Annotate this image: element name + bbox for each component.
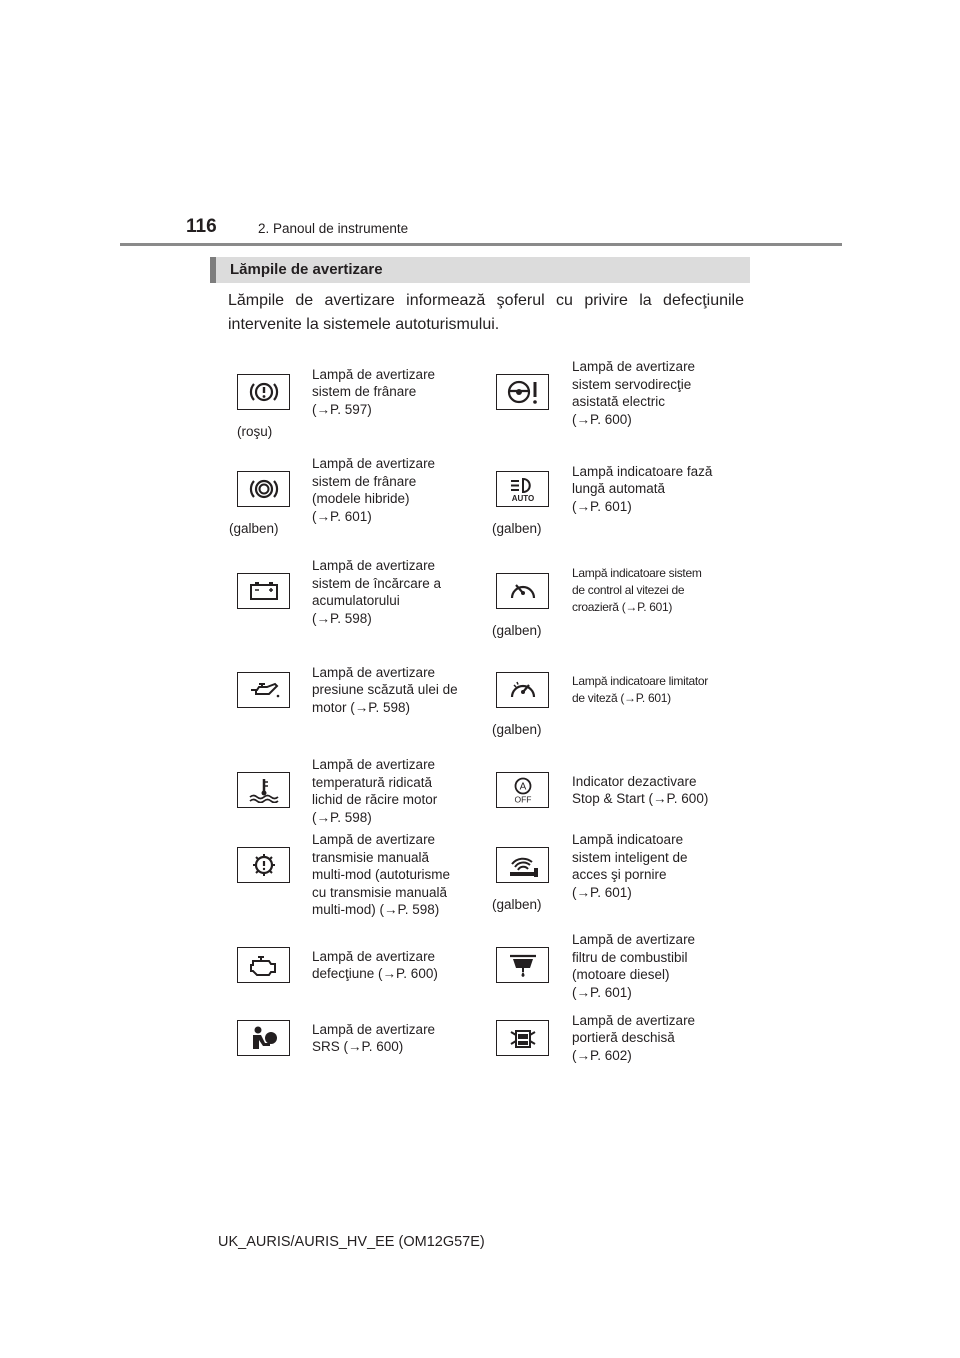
svg-text:A: A (519, 781, 526, 793)
lamp-description-line: (→P. 600) (572, 411, 632, 427)
lamp-description-line: cu transmisie manuală (312, 884, 448, 900)
lamp-description-line: sistem servodirecţie (572, 376, 692, 392)
lamp-description-line: Lampă de avertizare (572, 1012, 696, 1028)
section-title: 2. Panoul de instrumente (258, 221, 409, 236)
smart-entry-icon (496, 847, 549, 883)
lamp-description-line: sistem de frânare (312, 473, 417, 489)
lamp-description (572, 773, 747, 808)
srs-airbag-warning-icon (237, 1020, 290, 1056)
lamp-description (312, 455, 487, 525)
stop-start-off-icon (496, 772, 549, 808)
lamp-description (312, 948, 487, 983)
svg-text:AUTO: AUTO (511, 494, 534, 502)
lamp-description (312, 756, 487, 826)
lamp-description (312, 831, 487, 919)
lamp-description (312, 366, 487, 419)
lamp-description-line: Lampă de avertizare (312, 366, 436, 382)
lamp-description (312, 1021, 487, 1056)
lamp-description-line: Lampă indicatoare sistem (572, 565, 702, 580)
header-divider (120, 243, 842, 246)
lamp-description-line: (modele hibride) (312, 491, 410, 506)
fuel-filter-warning-icon (496, 947, 549, 983)
lamp-description-line: (→P. 601) (572, 498, 632, 514)
cruise-control-icon (496, 573, 549, 609)
lamp-description-line: Lampă de avertizare (572, 932, 696, 947)
lamp-description-line: Stop & Start (→P. 600) (572, 791, 709, 806)
power-steering-warning-icon (496, 374, 549, 410)
lamp-description-line: (→P. 597) (312, 401, 372, 417)
lamp-description-line: motor (→P. 598) (312, 699, 411, 715)
lamp-description (312, 557, 487, 627)
lamp-description-line: multi-mod) (→P. 598) (312, 902, 440, 917)
battery-charging-warning-icon (237, 573, 290, 609)
lamp-description (572, 1012, 747, 1065)
lamp-color-note: (galben) (492, 722, 542, 737)
speed-limiter-icon (496, 672, 549, 708)
lamp-description-line: Indicator dezactivare (572, 773, 697, 789)
lamp-description-line: Lampă de avertizare (312, 757, 436, 772)
transmission-warning-icon (237, 847, 290, 883)
lamp-description-line: Lampă indicatoare fază (572, 463, 713, 479)
lamp-description-line: lungă automată (572, 481, 666, 497)
lamp-description-line: sistem de frânare (312, 384, 417, 400)
lamp-description-line: sistem de încărcare a (312, 575, 442, 591)
lamp-description-line: croazieră (→P. 601) (572, 599, 673, 614)
intro-paragraph: Lămpile de avertizare informează şoferul cu privire la defecţiunile intervenite la sistemele autoturismului. (228, 292, 744, 333)
lamp-description (572, 673, 747, 707)
lamp-description-line: acumulatorului (312, 593, 400, 608)
lamp-color-note: (galben) (492, 521, 542, 536)
lamp-description-line: Lampă de avertizare (312, 948, 436, 964)
lamp-description-line: de control al vitezei de (572, 582, 685, 597)
lamp-description (572, 463, 747, 516)
lamp-description-line: Lampă de avertizare (312, 558, 436, 573)
document-code: UK_AURIS/AURIS_HV_EE (OM12G57E) (218, 1234, 485, 1250)
lamp-description-line: lichid de răcire motor (312, 792, 438, 807)
lamp-description-line: sistem inteligent de (572, 849, 688, 865)
lamp-description-line: defecţiune (→P. 600) (312, 966, 438, 981)
section-heading: Lămpile de avertizare (230, 261, 383, 278)
lamp-description (572, 931, 747, 1001)
lamp-description-line: (→P. 601) (572, 984, 632, 1000)
lamp-description-line: (→P. 598) (312, 610, 372, 626)
lamp-description-line: temperatură ridicată (312, 774, 433, 790)
page-number: 116 (186, 216, 217, 237)
lamp-description (312, 664, 487, 717)
lamp-description-line: Lampă de avertizare (312, 664, 436, 680)
lamp-color-note: (galben) (492, 623, 542, 638)
lamp-description (572, 565, 747, 616)
svg-text:OFF: OFF (514, 794, 531, 803)
lamp-description-line: filtru de combustibil (572, 949, 688, 965)
lamp-description-line: Lampă indicatoare (572, 832, 684, 847)
lamp-description-line: asistată electric (572, 394, 666, 409)
check-engine-icon (237, 947, 290, 983)
lamp-description-line: (→P. 601) (312, 508, 372, 524)
lamp-description-line: de viteză (→P. 601) (572, 690, 671, 705)
lamp-description (572, 358, 747, 428)
lamp-description-line: Lampă indicatoare limitator (572, 673, 708, 688)
brake-warning-icon (237, 374, 290, 410)
lamp-description-line: Lampă de avertizare (572, 359, 696, 374)
lamp-description (572, 831, 747, 901)
auto-high-beam-icon (496, 471, 549, 507)
open-door-warning-icon (496, 1020, 549, 1056)
lamp-description-line: presiune scăzută ulei de (312, 682, 458, 698)
lamp-color-note: (roşu) (237, 424, 273, 439)
lamp-description-line: transmisie manuală (312, 849, 430, 865)
section-heading-bar (210, 257, 750, 283)
lamp-description-line: (→P. 598) (312, 809, 372, 825)
lamp-color-note: (galben) (492, 897, 542, 912)
lamp-description-line: Lampă de avertizare (312, 456, 436, 471)
lamp-description-line: acces şi pornire (572, 867, 667, 882)
oil-pressure-warning-icon (237, 672, 290, 708)
lamp-description-line: (motoare diesel) (572, 967, 670, 982)
hybrid-brake-warning-icon (237, 471, 290, 507)
lamp-description-line: (→P. 602) (572, 1047, 632, 1063)
lamp-description-line: Lampă de avertizare (312, 832, 436, 847)
lamp-description-line: multi-mod (autoturisme (312, 867, 451, 882)
lamp-color-note: (galben) (229, 521, 279, 536)
lamp-description-line: Lampă de avertizare (312, 1021, 436, 1037)
lamp-description-line: SRS (→P. 600) (312, 1039, 404, 1054)
lamp-description-line: (→P. 601) (572, 884, 632, 900)
coolant-temperature-warning-icon (237, 772, 290, 808)
lamp-description-line: portieră deschisă (572, 1030, 675, 1046)
